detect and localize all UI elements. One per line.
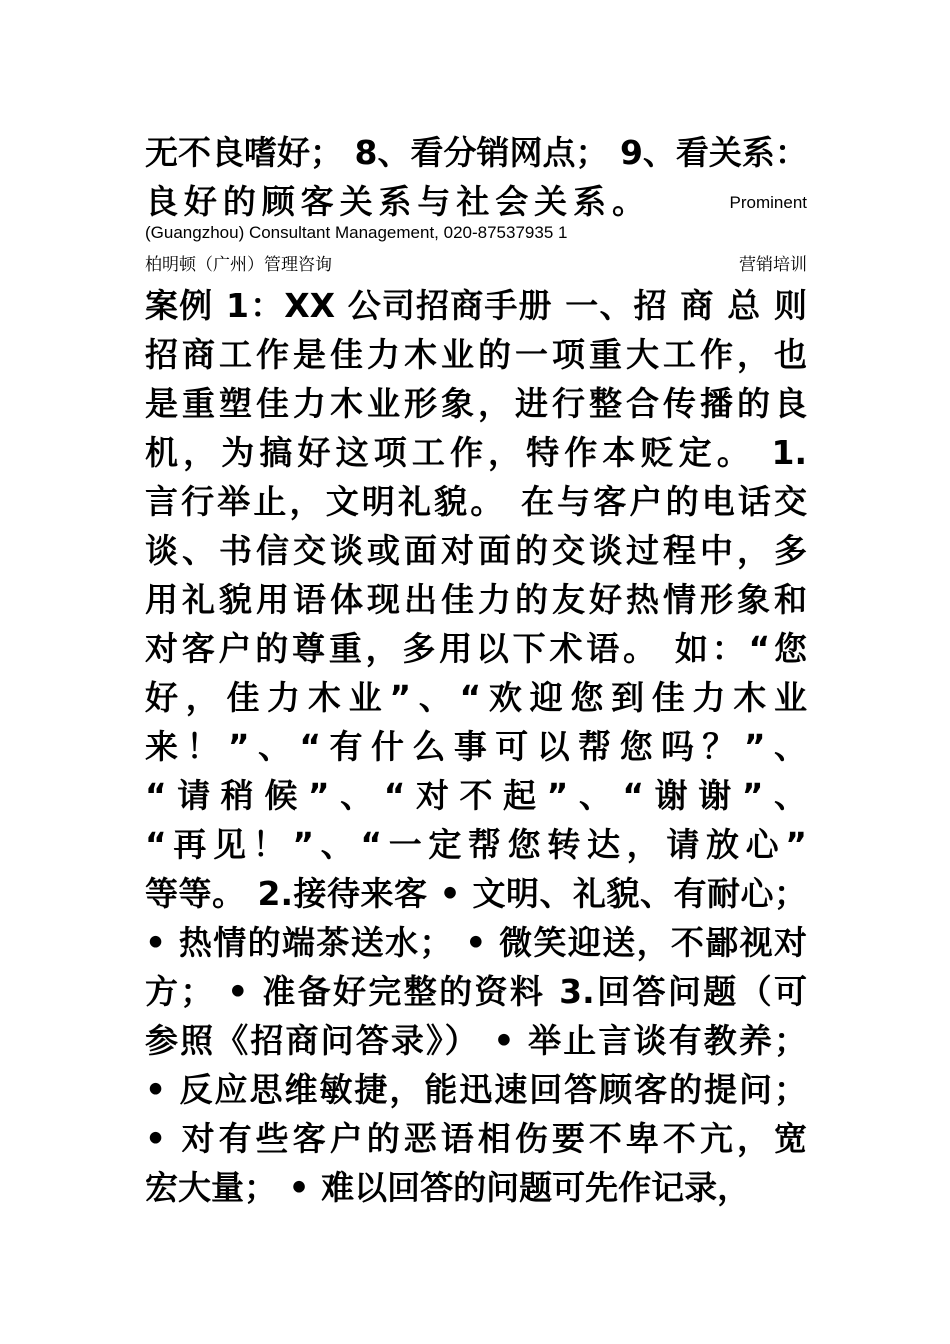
text-line: 谈、书信交谈或面对面的交谈过程中，多 (145, 531, 807, 570)
text-line: 良好的顾客关系与社会关系。 (145, 182, 645, 221)
text-line: 等等。 2.接待来客 • 文明、礼貌、有耐心； (145, 874, 807, 913)
text-line: 方； • 准备好完整的资料 3.回答问题（可 (145, 972, 807, 1011)
text-line: “请稍候”、“对不起”、“谢谢”、 (145, 776, 807, 815)
text-line: 好，佳力木业”、“欢迎您到佳力木业 (145, 678, 807, 717)
text-line: 案例 1：XX 公司招商手册 一、招 商 总 则 (145, 286, 807, 325)
text-line: 无不良嗜好； 8、看分销网点； 9、看关系： (145, 133, 808, 172)
footer-section: 营销培训 (739, 255, 807, 275)
text-line: • 对有些客户的恶语相伤要不卑不亢，宽 (145, 1119, 807, 1158)
text-line: 对客户的尊重，多用以下术语。 如：“您 (145, 629, 807, 668)
text-line-row (145, 177, 807, 226)
page-footer (145, 250, 807, 274)
text-line: 来！”、“有什么事可以帮您吗？”、 (145, 727, 807, 766)
text-line: 机，为搞好这项工作，特作本贬定。 1. (145, 433, 807, 472)
text-line: 是重塑佳力木业形象，进行整合传播的良 (145, 384, 807, 423)
text-block-body (145, 281, 807, 1212)
footer-company-en-contact: (Guangzhou) Consultant Management, 020-87537935 1 (145, 223, 568, 242)
text-line: 招商工作是佳力木业的一项重大工作，也 (145, 335, 807, 374)
text-line: 言行举止，文明礼貌。 在与客户的电话交 (145, 482, 807, 521)
text-line: • 反应思维敏捷，能迅速回答顾客的提问； (145, 1070, 807, 1109)
footer-company-en: Prominent (729, 193, 807, 212)
text-line: 宏大量； • 难以回答的问题可先作记录， (145, 1168, 751, 1207)
text-line: • 热情的端茶送水； • 微笑迎送，不鄙视对 (145, 923, 807, 962)
text-block-top (145, 128, 807, 177)
text-line: “再见！”、“一定帮您转达，请放心” (145, 825, 807, 864)
footer-company-cn: 柏明顿（广州）管理咨询 (145, 255, 332, 275)
text-line: 用礼貌用语体现出佳力的友好热情形象和 (145, 580, 807, 619)
text-line: 参照《招商问答录》） • 举止言谈有教养； (145, 1021, 807, 1060)
